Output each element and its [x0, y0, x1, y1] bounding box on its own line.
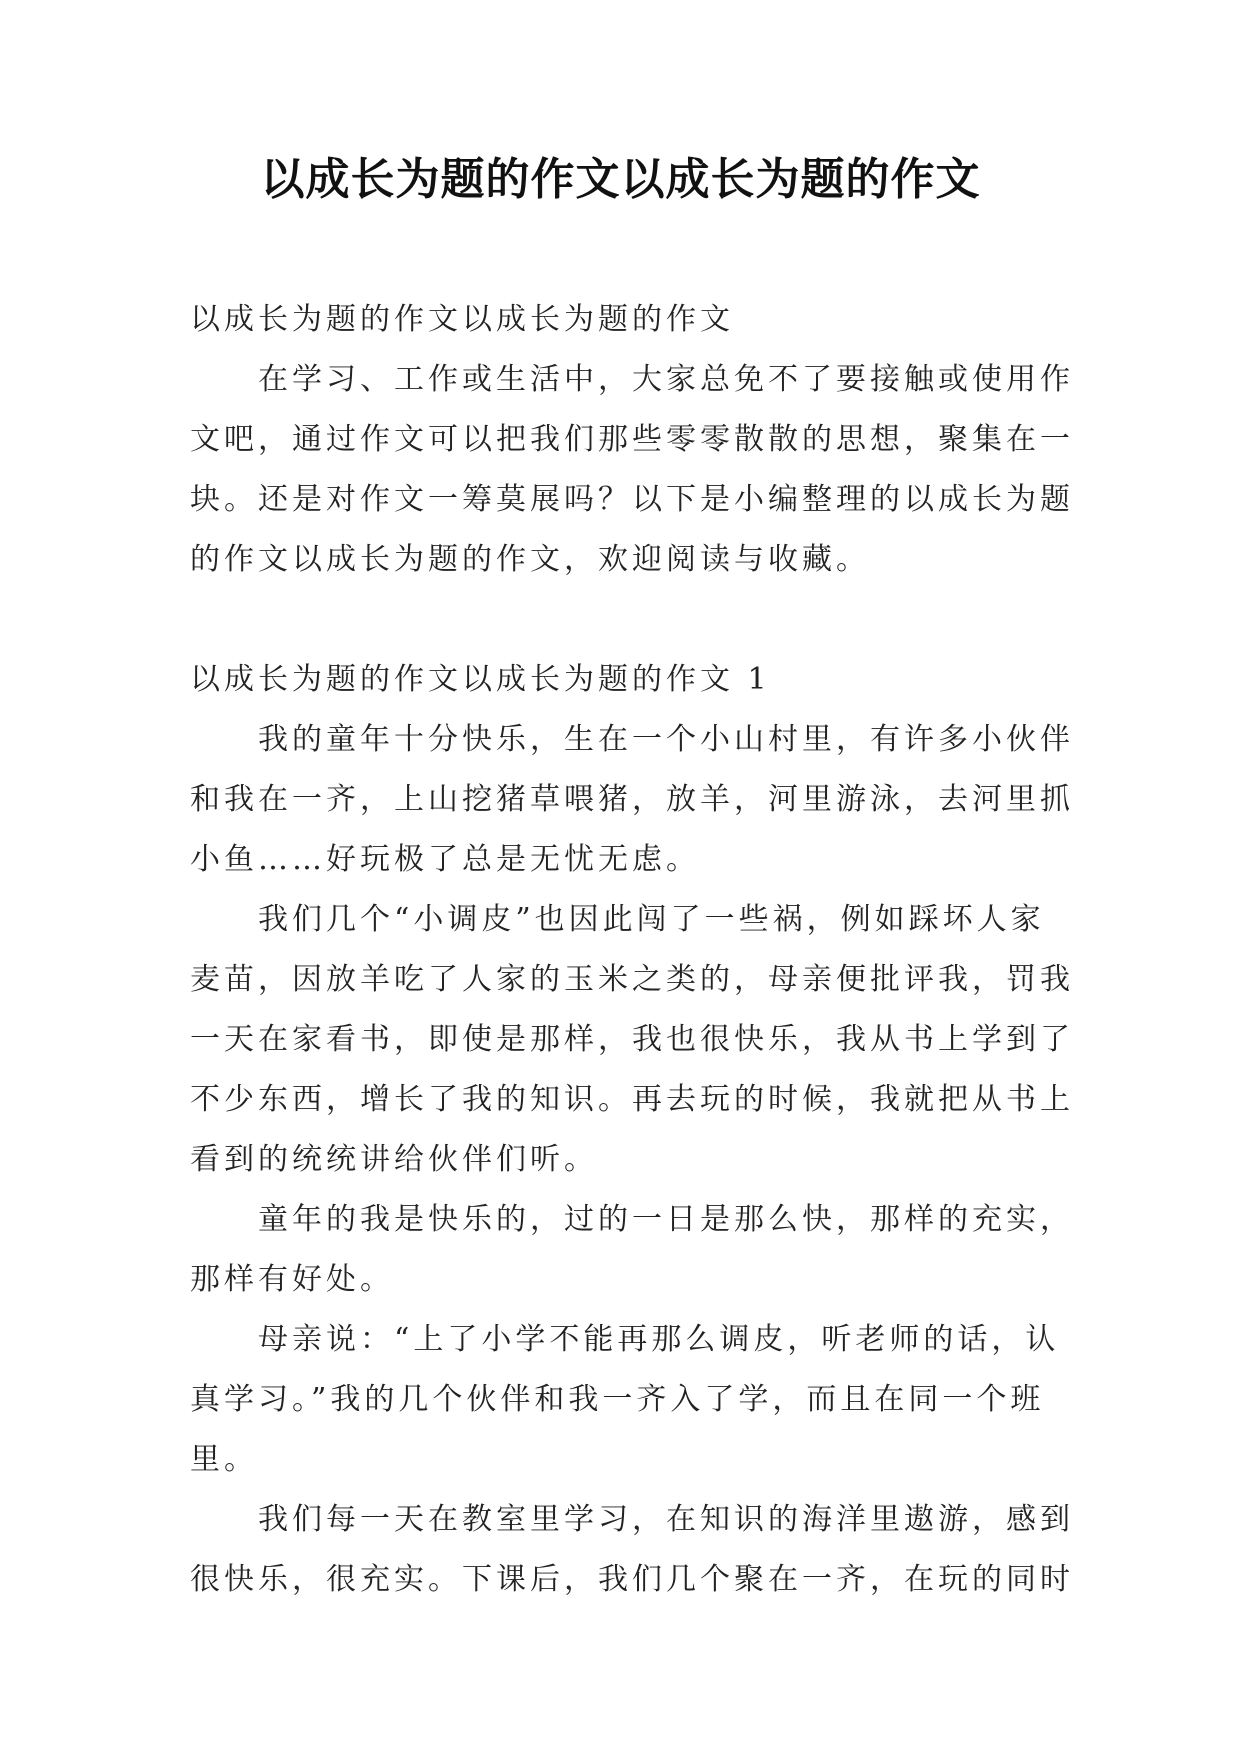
paragraph-line: 真学习。”我的几个伙伴和我一齐入了学，而且在同一个班	[190, 1382, 1045, 1417]
paragraph-line: 母亲说：“上了小学不能再那么调皮，听老师的话，认	[258, 1322, 1060, 1357]
section-gap	[190, 590, 1050, 650]
paragraph-line: 我们每一天在教室里学习，在知识的海洋里遨游，感到	[258, 1502, 1074, 1537]
paragraph-line: 看到的统统讲给伙伴们听。	[190, 1142, 598, 1177]
paragraph-line: 和我在一齐，上山挖猪草喂猪，放羊，河里游泳，去河里抓	[190, 782, 1074, 817]
paragraph-5	[190, 1490, 1074, 1610]
paragraph-2	[190, 890, 1074, 1190]
intro-line: 的作文以成长为题的作文，欢迎阅读与收藏。	[190, 542, 870, 577]
essay-heading: 以成长为题的作文以成长为题的作文 1	[190, 662, 771, 697]
paragraph-line: 一天在家看书，即使是那样，我也很快乐，我从书上学到了	[190, 1022, 1074, 1057]
paragraph-4	[190, 1310, 1060, 1490]
document-body	[190, 290, 1074, 1610]
paragraph-line: 小鱼……好玩极了总是无忧无虑。	[190, 842, 700, 877]
paragraph-line: 那样有好处。	[190, 1262, 394, 1297]
paragraph-line: 里。	[190, 1442, 258, 1477]
intro-line: 文吧，通过作文可以把我们那些零零散散的思想，聚集在一	[190, 422, 1074, 457]
paragraph-line: 不少东西，增长了我的知识。再去玩的时候，我就把从书上	[190, 1082, 1074, 1117]
paragraph-line: 我们几个“小调皮”也因此闯了一些祸，例如踩坏人家	[258, 902, 1045, 937]
paragraph-line: 很快乐，很充实。下课后，我们几个聚在一齐，在玩的同时	[190, 1562, 1074, 1597]
document-title: 以成长为题的作文以成长为题的作文	[260, 154, 981, 205]
paragraph-1	[190, 710, 1074, 890]
intro-paragraph	[190, 350, 1074, 590]
intro-heading: 以成长为题的作文以成长为题的作文	[190, 302, 734, 337]
intro-line: 在学习、工作或生活中，大家总免不了要接触或使用作	[258, 362, 1074, 397]
paragraph-line: 麦苗，因放羊吃了人家的玉米之类的，母亲便批评我，罚我	[190, 962, 1074, 997]
intro-line: 块。还是对作文一筹莫展吗？以下是小编整理的以成长为题	[190, 482, 1074, 517]
paragraph-line: 我的童年十分快乐，生在一个小山村里，有许多小伙伴	[258, 722, 1074, 757]
paragraph-line: 童年的我是快乐的，过的一日是那么快，那样的充实，	[258, 1202, 1074, 1237]
paragraph-3	[190, 1190, 1074, 1310]
